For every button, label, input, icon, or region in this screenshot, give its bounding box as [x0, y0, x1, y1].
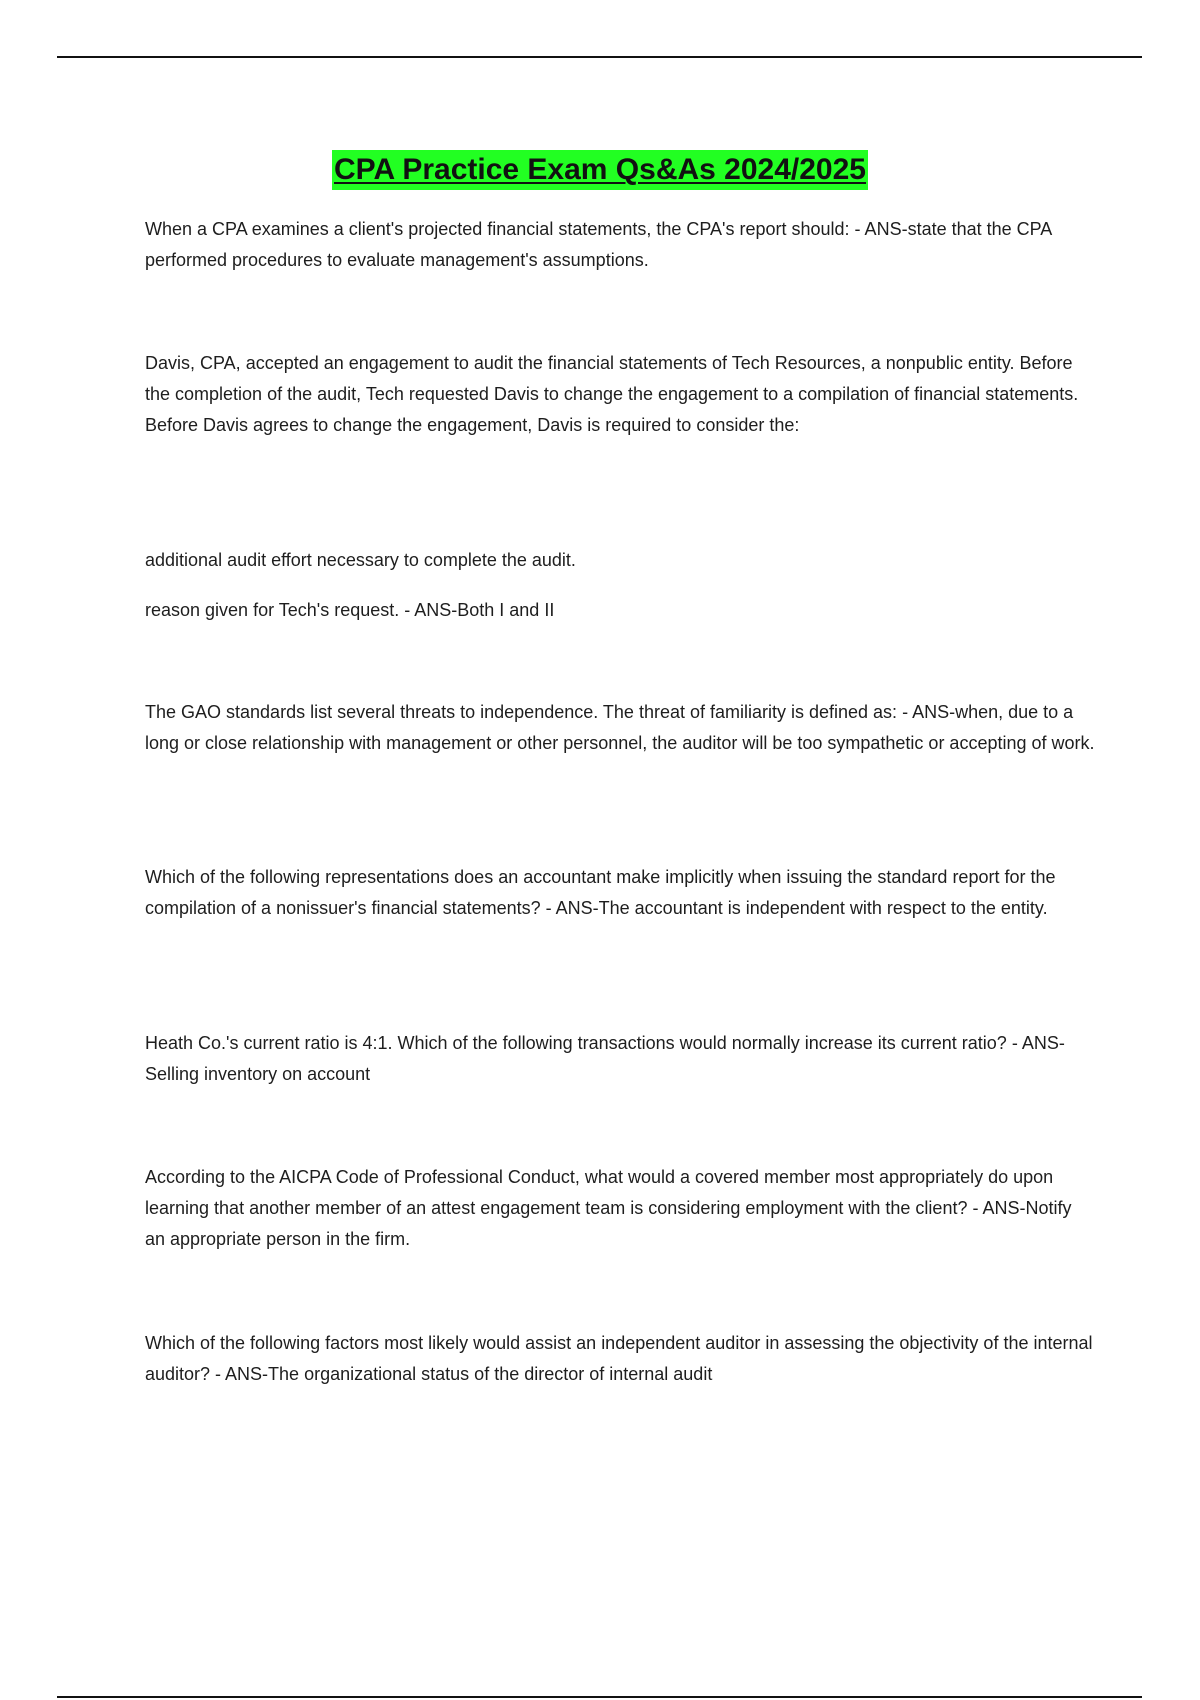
question-5: Heath Co.'s current ratio is 4:1. Which of the following transactions would normally increase its current ratio? - ANS-Selling inventory on account: [145, 1033, 1065, 1084]
footer-rule: [57, 1696, 1142, 1698]
title-container: [0, 150, 1200, 190]
question-7: Which of the following factors most likely would assist an independent auditor in assessing the objectivity of the internal auditor? - ANS-The organizational status of the director of internal audit: [145, 1333, 1093, 1384]
question-1: When a CPA examines a client's projected financial statements, the CPA's report should: - ANS-state that the CPA performed procedures to evaluate management's assumptions.: [145, 219, 1052, 270]
question-6: According to the AICPA Code of Professional Conduct, what would a covered member most appropriately do upon learning that another member of an attest engagement team is considering employment with the client? - ANS-Notify an appropriate person in the firm.: [145, 1167, 1072, 1249]
question-4: Which of the following representations does an accountant make implicitly when issuing the standard report for the compilation of a nonissuer's financial statements? - ANS-The accountant is independent with respect to the entity.: [145, 867, 1056, 918]
question-2-option-2: reason given for Tech's request. - ANS-Both I and II: [145, 600, 555, 620]
header-rule: [57, 56, 1142, 58]
document-title: CPA Practice Exam Qs&As 2024/2025: [332, 150, 868, 190]
question-2-option-1: additional audit effort necessary to complete the audit.: [145, 550, 576, 570]
question-3: The GAO standards list several threats to independence. The threat of familiarity is defined as: - ANS-when, due to a long or close relationship with management or other personnel, the auditor will be too sympathetic or accepting of work.: [145, 702, 1095, 753]
question-2: Davis, CPA, accepted an engagement to audit the financial statements of Tech Resources, a nonpublic entity. Before the completion of the audit, Tech requested Davis to change the engagement to a compilation of financial statements. Before Davis agrees to change the engagement, Davis is required to consider the:: [145, 353, 1079, 435]
